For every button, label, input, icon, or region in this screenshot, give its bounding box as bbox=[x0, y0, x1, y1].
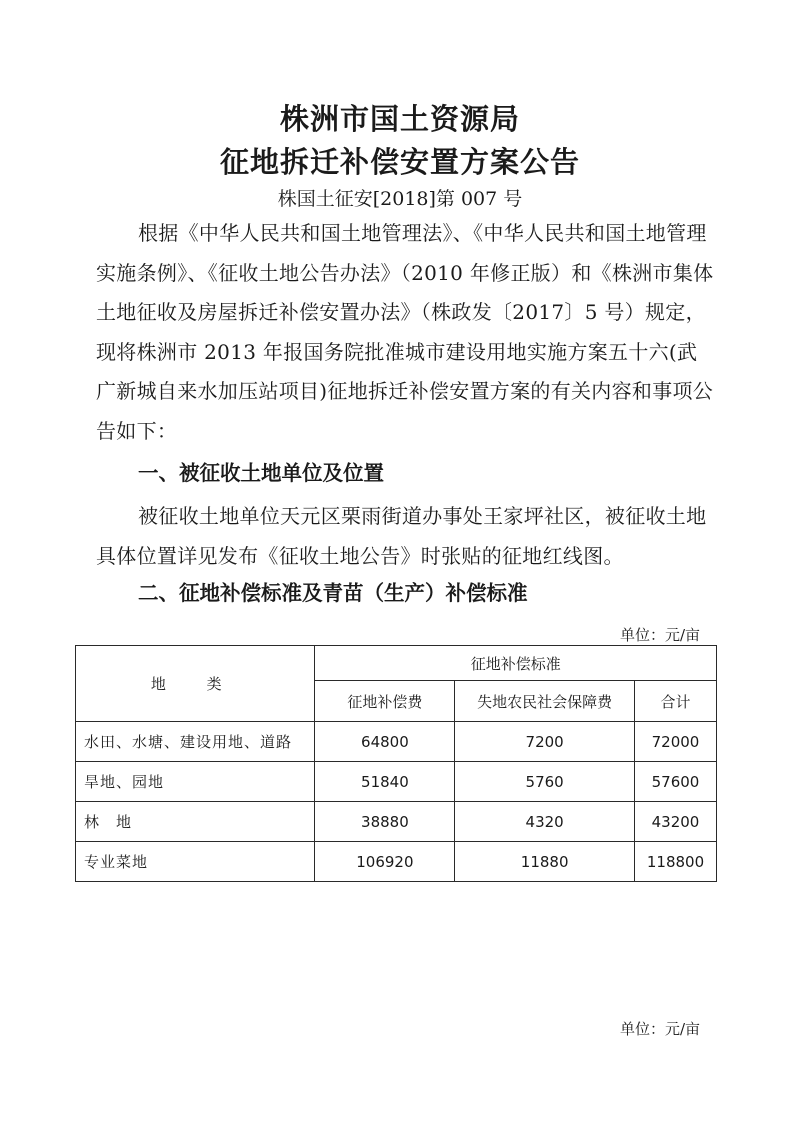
section-2-heading: 二、征地补偿标准及青苗（生产）补偿标准 bbox=[138, 581, 528, 605]
row-total: 118800 bbox=[634, 842, 716, 882]
row-compensation-fee: 38880 bbox=[315, 802, 455, 842]
row-compensation-fee: 64800 bbox=[315, 722, 455, 762]
notice-title: 征地拆迁补偿安置方案公告 bbox=[219, 145, 580, 179]
row-total: 72000 bbox=[634, 722, 716, 762]
row-compensation-fee: 51840 bbox=[315, 762, 455, 802]
intro-text: 根据《中华人民共和国土地管理法》、《中华人民共和国土地管理实施条例》、《征收土地公告办法》（2010 年修正版）和《株洲市集体土地征收及房屋拆迁补偿安置办法》（株政发〔2017〕5 号）规定，现将株洲市 2013 年报国务院批准城市建设用地实施方案五十六(武广新城自来水加压站项目)征地拆迁补偿安置方案的有关内容和事项公告如下： bbox=[96, 221, 714, 443]
row-land-class: 林 地 bbox=[76, 802, 315, 842]
header-land-class: 地 类 bbox=[76, 646, 315, 722]
section-1-heading: 一、被征收土地单位及位置 bbox=[138, 461, 384, 485]
footer-unit-label: 单位：元/亩 bbox=[620, 1020, 701, 1038]
table-row bbox=[76, 722, 717, 762]
table-row bbox=[76, 762, 717, 802]
table-row bbox=[76, 842, 717, 882]
row-land-class: 水田、水塘、建设用地、道路 bbox=[76, 722, 315, 762]
row-social-security-fee: 11880 bbox=[455, 842, 635, 882]
unit-label: 单位：元/亩 bbox=[620, 626, 701, 644]
issuing-org: 株洲市国土资源局 bbox=[279, 102, 520, 136]
row-land-class: 专业菜地 bbox=[76, 842, 315, 882]
header-compensation-standard: 征地补偿标准 bbox=[315, 646, 717, 681]
table-header-row bbox=[76, 646, 717, 681]
row-total: 43200 bbox=[634, 802, 716, 842]
row-social-security-fee: 5760 bbox=[455, 762, 635, 802]
document-number: 株国土征安[2018]第 007 号 bbox=[277, 188, 523, 210]
intro-paragraph bbox=[96, 214, 716, 451]
section-1-paragraph bbox=[96, 497, 716, 576]
header-total: 合计 bbox=[634, 681, 716, 722]
row-land-class: 旱地、园地 bbox=[76, 762, 315, 802]
row-total: 57600 bbox=[634, 762, 716, 802]
compensation-table bbox=[75, 645, 717, 882]
header-social-security-fee: 失地农民社会保障费 bbox=[455, 681, 635, 722]
header-compensation-fee: 征地补偿费 bbox=[315, 681, 455, 722]
row-social-security-fee: 4320 bbox=[455, 802, 635, 842]
row-compensation-fee: 106920 bbox=[315, 842, 455, 882]
section-1-text: 被征收土地单位天元区栗雨街道办事处王家坪社区，被征收土地具体位置详见发布《征收土地公告》时张贴的征地红线图。 bbox=[96, 504, 707, 568]
row-social-security-fee: 7200 bbox=[455, 722, 635, 762]
table-row bbox=[76, 802, 717, 842]
